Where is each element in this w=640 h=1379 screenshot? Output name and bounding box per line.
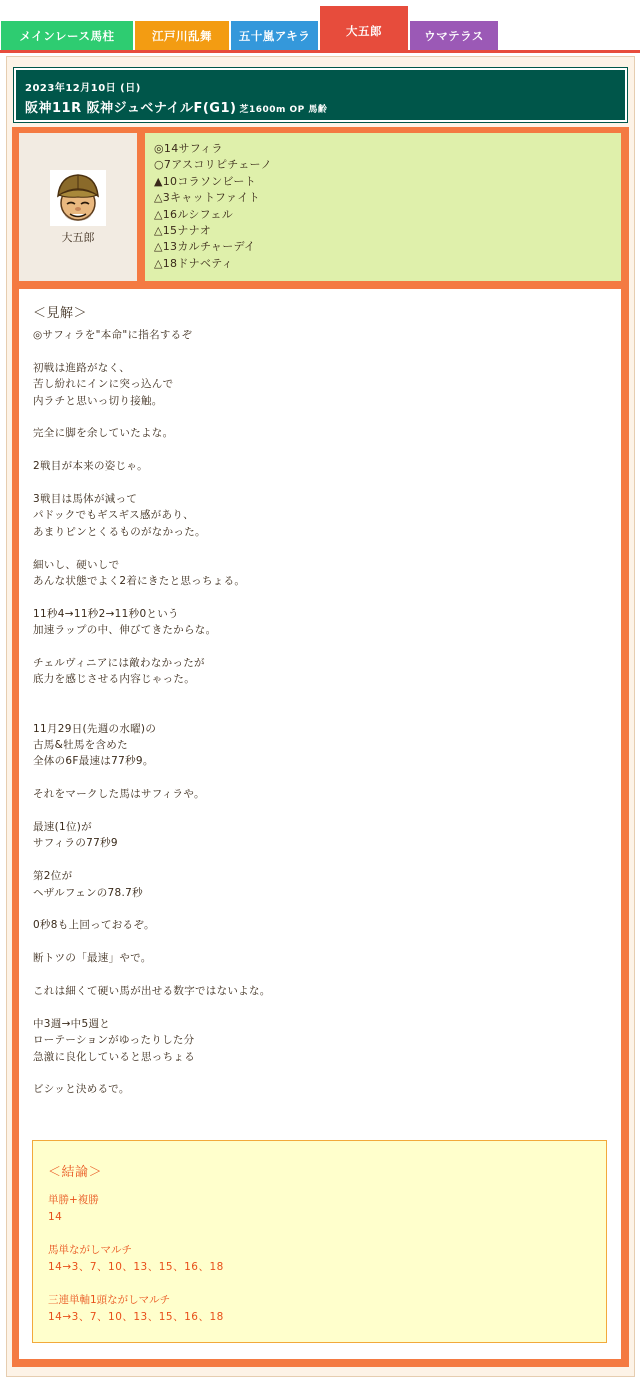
conclusion-heading: ＜結論＞ — [48, 1165, 103, 1180]
tab-igarashi-akira[interactable]: 五十嵐アキラ — [231, 21, 318, 50]
analysis-line — [33, 442, 621, 458]
bet-value: 14→3、7、10、13、15、16、18 — [48, 1260, 224, 1273]
analysis-line — [33, 901, 621, 917]
analysis-line: あまりピンとくるものがなかった。 — [33, 525, 206, 538]
analysis-line — [33, 343, 621, 359]
analysis-line: 初戦は進路がなく、 — [33, 361, 130, 374]
bet-value: 14 — [48, 1210, 63, 1223]
analysis-line: 11秒4→11秒2→11秒0という — [33, 607, 179, 620]
analysis-line: 細いし、硬いしで — [33, 558, 120, 571]
analysis-line — [33, 639, 621, 655]
race-header — [14, 68, 627, 122]
analysis-line: 第2位が — [33, 870, 73, 883]
tab-bar — [0, 0, 640, 52]
analysis-line — [33, 803, 621, 819]
analysis-line: 苦し紛れにインに突っ込んで — [33, 378, 174, 391]
analysis-line: 中3週→中5週と — [33, 1017, 111, 1030]
analysis-line: 全体の6F最速は77秒9。 — [33, 755, 154, 768]
analysis-heading: ＜見解＞ — [33, 306, 88, 321]
analysis-line: ビシッと決めるで。 — [33, 1083, 130, 1096]
race-date: 2023年12月10日 (日) — [25, 83, 141, 94]
analysis-line — [33, 999, 621, 1015]
analysis-line — [33, 967, 621, 983]
analysis-line: それをマークした馬はサフィラや。 — [33, 788, 205, 801]
analysis-line: ヘザルフェンの78.7秒 — [33, 886, 143, 899]
pick-item: △18ドナベティ — [154, 256, 233, 270]
picks-panel — [145, 133, 621, 281]
analysis-line — [33, 1065, 621, 1081]
bet-label: 単勝+複勝 — [48, 1194, 99, 1206]
tab-daigoro[interactable]: 大五郎 — [320, 6, 408, 50]
analysis-line: 底力を感じさせる内容じゃった。 — [33, 673, 195, 686]
analysis-line: あんな状態でよく2着にきたと思っちょる。 — [33, 575, 246, 588]
pick-item: ◎14サフィラ — [154, 142, 223, 155]
analysis-line — [33, 934, 621, 950]
analysis-line — [33, 770, 621, 786]
analysis-line: 急激に良化していると思っちょる — [33, 1050, 195, 1063]
analysis-line: パドックでもギスギス感があり、 — [33, 509, 194, 522]
analysis-line — [33, 409, 621, 425]
race-conditions: 芝1600m OP 馬齢 — [239, 105, 328, 115]
predictor-name: 大五郎 — [61, 230, 95, 244]
analysis-line: サフィラの77秒9 — [33, 837, 118, 850]
cartoon-man-with-cap-icon — [50, 170, 106, 226]
predictor-panel — [19, 133, 137, 281]
analysis-line: 加速ラップの中、伸びてきたからな。 — [33, 624, 217, 637]
analysis-line: 内ラチと思いっ切り接触。 — [33, 394, 163, 407]
analysis-text — [33, 327, 621, 1098]
analysis-line: 2戦目が本来の姿じゃ。 — [33, 460, 148, 473]
pick-item: △15ナナオ — [154, 224, 212, 238]
analysis-line: ローテーションがゆったりした分 — [33, 1034, 195, 1047]
pick-item: ○7アスコリピチェーノ — [154, 158, 272, 172]
analysis-line: 古馬&牡馬を含めた — [33, 739, 128, 752]
analysis-line: 断トツの「最速」やで。 — [33, 952, 152, 965]
conclusion-panel — [32, 1140, 607, 1343]
analysis-line: 0秒8も上回っておるぞ。 — [33, 919, 155, 932]
race-name: 阪神11R 阪神ジュベナイルF(G1) — [25, 101, 237, 116]
analysis-line — [33, 540, 621, 556]
analysis-line — [33, 688, 621, 704]
analysis-line — [33, 589, 621, 605]
pick-item: △16ルシフェル — [154, 207, 234, 221]
tab-umaterasu[interactable]: ウマテラス — [410, 21, 498, 50]
bet-value: 14→3、7、10、13、15、16、18 — [48, 1310, 224, 1323]
tab-main-race-table[interactable]: メインレース馬柱 — [1, 21, 133, 50]
race-title — [25, 97, 625, 116]
analysis-line: 完全に脚を余していたよな。 — [33, 427, 174, 440]
analysis-line: 3戦目は馬体が減って — [33, 493, 138, 505]
analysis-line: ◎サフィラを"本命"に指名するぞ — [33, 329, 193, 341]
analysis-line: 最速(1位)が — [33, 821, 92, 834]
tab-underline — [0, 50, 640, 53]
analysis-line — [33, 704, 621, 720]
bet-label: 三連単軸1頭ながしマルチ — [48, 1294, 171, 1306]
analysis-line — [33, 852, 621, 868]
bet-label: 馬単ながしマルチ — [48, 1244, 132, 1256]
analysis-line: これは細くて硬い馬が出せる数字ではないよな。 — [33, 985, 271, 998]
analysis-line — [33, 475, 621, 491]
pick-item: △13カルチャーデイ — [154, 240, 256, 254]
tab-edogawa-ranbu[interactable]: 江戸川乱舞 — [135, 21, 229, 50]
analysis-line: チェルヴィニアには敵わなかったが — [33, 657, 205, 670]
pick-item: △3キャットファイト — [154, 191, 260, 205]
analysis-line: 11月29日(先週の水曜)の — [33, 722, 157, 735]
pick-item: ▲10コラソンビート — [154, 174, 257, 188]
